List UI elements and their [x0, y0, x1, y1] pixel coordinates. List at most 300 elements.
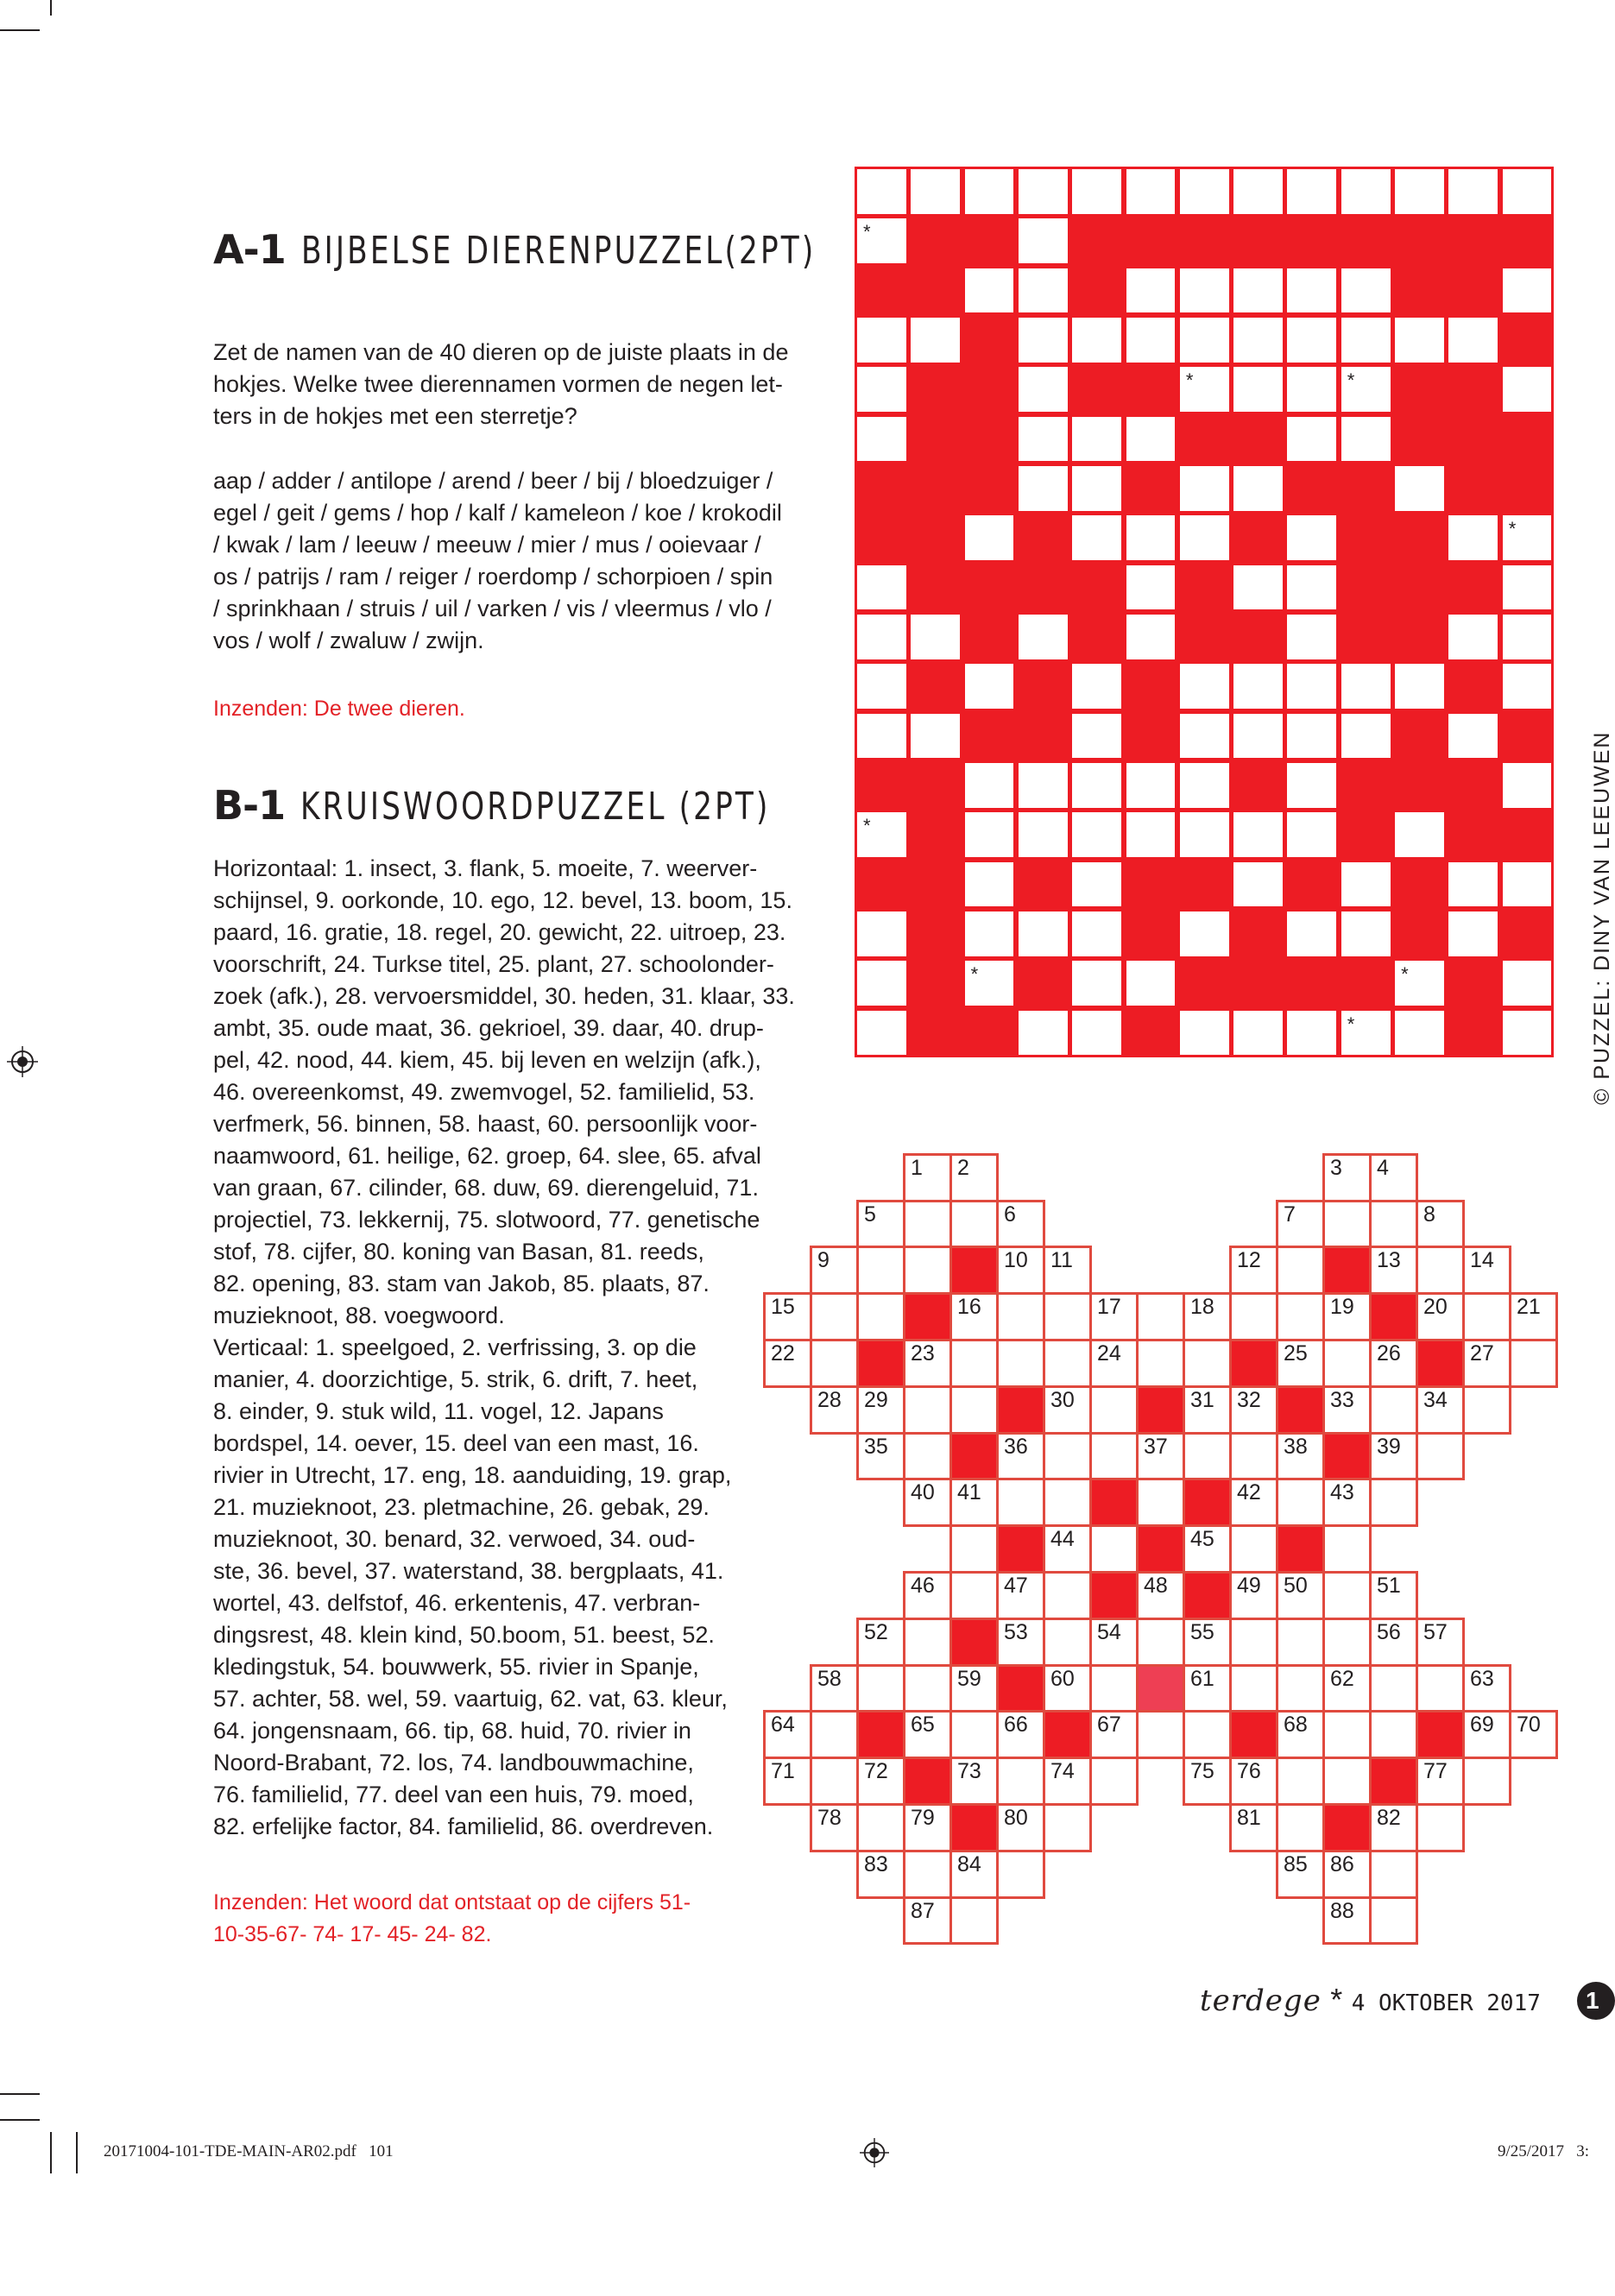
grid-cell[interactable]	[1136, 1478, 1185, 1527]
grid-cell[interactable]	[855, 1008, 909, 1058]
grid-cell[interactable]	[1276, 1571, 1325, 1620]
grid-cell[interactable]	[1462, 1710, 1511, 1759]
grid-cell[interactable]	[962, 266, 1017, 316]
grid-cell[interactable]	[1416, 1246, 1465, 1295]
grid-cell[interactable]	[1284, 167, 1339, 217]
grid-cell[interactable]	[949, 1710, 999, 1759]
grid-cell[interactable]	[1231, 661, 1285, 711]
grid-cell[interactable]	[1322, 1664, 1372, 1713]
grid-cell[interactable]	[903, 1664, 952, 1713]
grid-cell[interactable]	[1124, 315, 1178, 365]
grid-cell[interactable]	[1183, 1524, 1232, 1574]
grid-cell[interactable]	[962, 661, 1017, 711]
grid-cell[interactable]	[855, 909, 909, 959]
grid-cell[interactable]	[1339, 1008, 1393, 1058]
grid-cell[interactable]	[810, 1664, 859, 1713]
grid-cell[interactable]	[996, 1710, 1045, 1759]
grid-cell[interactable]	[1136, 1339, 1185, 1388]
grid-cell[interactable]	[1369, 1339, 1418, 1388]
grid-cell[interactable]	[1069, 810, 1124, 860]
grid-cell[interactable]	[1276, 1664, 1325, 1713]
grid-cell[interactable]	[1462, 1385, 1511, 1435]
grid-cell[interactable]	[1136, 1571, 1185, 1620]
grid-cell[interactable]	[1284, 315, 1339, 365]
grid-cell[interactable]	[1392, 464, 1447, 514]
grid-cell[interactable]	[810, 1803, 859, 1852]
grid-cell[interactable]	[996, 1339, 1045, 1388]
grid-cell[interactable]	[1177, 266, 1232, 316]
grid-cell[interactable]	[1016, 216, 1070, 266]
grid-cell[interactable]	[1016, 1008, 1070, 1058]
grid-cell[interactable]	[1500, 661, 1555, 711]
grid-cell[interactable]	[1462, 1292, 1511, 1341]
grid-cell[interactable]	[1284, 760, 1339, 811]
grid-cell[interactable]	[1069, 661, 1124, 711]
grid-cell[interactable]	[1339, 711, 1393, 761]
grid-cell[interactable]	[1416, 1618, 1465, 1667]
grid-cell[interactable]	[903, 1803, 952, 1852]
grid-cell[interactable]	[855, 612, 909, 662]
grid-cell[interactable]	[1229, 1385, 1278, 1435]
grid-cell[interactable]	[1416, 1432, 1465, 1481]
grid-cell[interactable]	[1446, 909, 1500, 959]
grid-cell[interactable]	[1089, 1757, 1139, 1806]
grid-cell[interactable]	[1339, 909, 1393, 959]
grid-cell[interactable]	[1339, 414, 1393, 464]
grid-cell[interactable]	[1231, 364, 1285, 414]
grid-cell[interactable]	[996, 1478, 1045, 1527]
grid-cell[interactable]	[1124, 760, 1178, 811]
grid-cell[interactable]	[903, 1385, 952, 1435]
grid-cell[interactable]	[949, 1664, 999, 1713]
grid-cell[interactable]	[1339, 364, 1393, 414]
grid-cell[interactable]	[856, 1803, 905, 1852]
grid-cell[interactable]	[996, 1432, 1045, 1481]
grid-cell[interactable]	[1229, 1478, 1278, 1527]
grid-cell[interactable]	[1284, 612, 1339, 662]
grid-cell[interactable]	[1276, 1850, 1325, 1899]
grid-cell[interactable]	[1369, 1664, 1418, 1713]
grid-cell[interactable]	[1089, 1524, 1139, 1574]
grid-cell[interactable]	[1124, 513, 1178, 563]
grid-cell[interactable]	[1069, 860, 1124, 910]
grid-cell[interactable]	[1229, 1664, 1278, 1713]
grid-cell[interactable]	[1322, 1618, 1372, 1667]
grid-cell[interactable]	[1500, 513, 1555, 563]
grid-cell[interactable]	[1276, 1478, 1325, 1527]
grid-cell[interactable]	[1322, 1710, 1372, 1759]
grid-cell[interactable]	[1284, 563, 1339, 613]
grid-cell[interactable]	[1392, 661, 1447, 711]
grid-cell[interactable]	[903, 1153, 952, 1202]
grid-cell[interactable]	[1500, 1008, 1555, 1058]
grid-cell[interactable]	[1276, 1339, 1325, 1388]
grid-cell[interactable]	[810, 1757, 859, 1806]
grid-cell[interactable]	[1284, 909, 1339, 959]
grid-cell[interactable]	[1069, 958, 1124, 1008]
grid-cell[interactable]	[1229, 1292, 1278, 1341]
grid-cell[interactable]	[1369, 1896, 1418, 1946]
grid-cell[interactable]	[1177, 364, 1232, 414]
grid-cell[interactable]	[1322, 1385, 1372, 1435]
grid-cell[interactable]	[1069, 315, 1124, 365]
grid-cell[interactable]	[949, 1292, 999, 1341]
grid-cell[interactable]	[1089, 1432, 1139, 1481]
grid-cell[interactable]	[1183, 1710, 1232, 1759]
grid-cell[interactable]	[1069, 167, 1124, 217]
grid-cell[interactable]	[1284, 1008, 1339, 1058]
grid-cell[interactable]	[763, 1339, 812, 1388]
grid-cell[interactable]	[1392, 1008, 1447, 1058]
grid-cell[interactable]	[996, 1757, 1045, 1806]
grid-cell[interactable]	[949, 1478, 999, 1527]
grid-cell[interactable]	[1322, 1896, 1372, 1946]
grid-highlight-cell[interactable]	[1136, 1664, 1185, 1713]
grid-cell[interactable]	[1043, 1246, 1092, 1295]
grid-cell[interactable]	[1177, 760, 1232, 811]
grid-cell[interactable]	[1069, 513, 1124, 563]
grid-cell[interactable]	[1231, 1008, 1285, 1058]
grid-cell[interactable]	[903, 1618, 952, 1667]
grid-cell[interactable]	[1016, 909, 1070, 959]
grid-cell[interactable]	[1231, 810, 1285, 860]
grid-cell[interactable]	[1446, 711, 1500, 761]
grid-cell[interactable]	[1229, 1432, 1278, 1481]
grid-cell[interactable]	[1509, 1339, 1558, 1388]
grid-cell[interactable]	[1446, 167, 1500, 217]
grid-cell[interactable]	[1016, 760, 1070, 811]
grid-cell[interactable]	[1124, 563, 1178, 613]
grid-cell[interactable]	[903, 1896, 952, 1946]
grid-cell[interactable]	[1016, 414, 1070, 464]
grid-cell[interactable]	[908, 612, 962, 662]
grid-cell[interactable]	[1369, 1153, 1418, 1202]
grid-cell[interactable]	[962, 167, 1017, 217]
grid-cell[interactable]	[1183, 1664, 1232, 1713]
grid-cell[interactable]	[856, 1850, 905, 1899]
grid-cell[interactable]	[1089, 1292, 1139, 1341]
grid-cell[interactable]	[1339, 266, 1393, 316]
grid-cell[interactable]	[810, 1385, 859, 1435]
grid-cell[interactable]	[996, 1246, 1045, 1295]
grid-cell[interactable]	[1231, 167, 1285, 217]
grid-cell[interactable]	[1416, 1385, 1465, 1435]
grid-cell[interactable]	[1416, 1664, 1465, 1713]
grid-cell[interactable]	[1500, 958, 1555, 1008]
grid-cell[interactable]	[1339, 167, 1393, 217]
grid-cell[interactable]	[1276, 1246, 1325, 1295]
grid-cell[interactable]	[1500, 364, 1555, 414]
grid-cell[interactable]	[1284, 810, 1339, 860]
grid-cell[interactable]	[1016, 612, 1070, 662]
grid-cell[interactable]	[1284, 513, 1339, 563]
grid-cell[interactable]	[949, 1571, 999, 1620]
grid-cell[interactable]	[1284, 266, 1339, 316]
grid-cell[interactable]	[1369, 1246, 1418, 1295]
grid-cell[interactable]	[1462, 1339, 1511, 1388]
grid-cell[interactable]	[1392, 810, 1447, 860]
grid-cell[interactable]	[996, 1292, 1045, 1341]
grid-cell[interactable]	[1043, 1524, 1092, 1574]
grid-cell[interactable]	[1136, 1432, 1185, 1481]
grid-cell[interactable]	[1016, 266, 1070, 316]
grid-cell[interactable]	[1177, 909, 1232, 959]
grid-cell[interactable]	[949, 1524, 999, 1574]
grid-cell[interactable]	[1369, 1850, 1418, 1899]
grid-cell[interactable]	[1124, 167, 1178, 217]
grid-cell[interactable]	[1089, 1710, 1139, 1759]
grid-cell[interactable]	[1231, 711, 1285, 761]
grid-cell[interactable]	[1369, 1710, 1418, 1759]
grid-cell[interactable]	[856, 1664, 905, 1713]
grid-cell[interactable]	[810, 1710, 859, 1759]
grid-cell[interactable]	[1183, 1757, 1232, 1806]
grid-cell[interactable]	[949, 1385, 999, 1435]
grid-cell[interactable]	[903, 1478, 952, 1527]
grid-cell[interactable]	[1369, 1618, 1418, 1667]
grid-cell[interactable]	[1446, 612, 1500, 662]
grid-cell[interactable]	[1500, 563, 1555, 613]
grid-cell[interactable]	[903, 1246, 952, 1295]
grid-cell[interactable]	[1183, 1618, 1232, 1667]
grid-cell[interactable]	[962, 810, 1017, 860]
grid-cell[interactable]	[1043, 1664, 1092, 1713]
grid-cell[interactable]	[1416, 1757, 1465, 1806]
grid-cell[interactable]	[855, 958, 909, 1008]
grid-cell[interactable]	[962, 909, 1017, 959]
grid-cell[interactable]	[962, 513, 1017, 563]
grid-cell[interactable]	[1043, 1292, 1092, 1341]
grid-cell[interactable]	[1043, 1757, 1092, 1806]
grid-cell[interactable]	[1043, 1571, 1092, 1620]
grid-cell[interactable]	[763, 1292, 812, 1341]
grid-cell[interactable]	[1069, 414, 1124, 464]
grid-cell[interactable]	[855, 167, 909, 217]
grid-cell[interactable]	[1416, 1803, 1465, 1852]
grid-cell[interactable]	[1069, 1008, 1124, 1058]
grid-cell[interactable]	[1322, 1200, 1372, 1249]
grid-cell[interactable]	[1446, 315, 1500, 365]
grid-cell[interactable]	[1043, 1339, 1092, 1388]
grid-cell[interactable]	[1136, 1710, 1185, 1759]
grid-cell[interactable]	[855, 661, 909, 711]
grid-cell[interactable]	[855, 414, 909, 464]
grid-cell[interactable]	[856, 1292, 905, 1341]
grid-cell[interactable]	[903, 1710, 952, 1759]
grid-cell[interactable]	[1089, 1618, 1139, 1667]
grid-cell[interactable]	[996, 1618, 1045, 1667]
grid-cell[interactable]	[949, 1896, 999, 1946]
grid-cell[interactable]	[1231, 266, 1285, 316]
grid-cell[interactable]	[1284, 711, 1339, 761]
grid-cell[interactable]	[1124, 958, 1178, 1008]
grid-cell[interactable]	[1500, 266, 1555, 316]
grid-cell[interactable]	[855, 810, 909, 860]
grid-cell[interactable]	[855, 216, 909, 266]
grid-cell[interactable]	[1322, 1292, 1372, 1341]
grid-cell[interactable]	[1124, 266, 1178, 316]
grid-cell[interactable]	[1322, 1757, 1372, 1806]
grid-cell[interactable]	[1231, 860, 1285, 910]
grid-cell[interactable]	[962, 958, 1017, 1008]
grid-cell[interactable]	[1369, 1432, 1418, 1481]
grid-cell[interactable]	[855, 315, 909, 365]
grid-cell[interactable]	[1339, 860, 1393, 910]
grid-cell[interactable]	[903, 1571, 952, 1620]
grid-cell[interactable]	[1500, 860, 1555, 910]
grid-cell[interactable]	[1124, 414, 1178, 464]
grid-cell[interactable]	[1069, 760, 1124, 811]
grid-cell[interactable]	[996, 1803, 1045, 1852]
grid-cell[interactable]	[810, 1339, 859, 1388]
grid-cell[interactable]	[1183, 1339, 1232, 1388]
grid-cell[interactable]	[1183, 1432, 1232, 1481]
grid-cell[interactable]	[1322, 1478, 1372, 1527]
grid-cell[interactable]	[1089, 1664, 1139, 1713]
grid-cell[interactable]	[1276, 1710, 1325, 1759]
grid-cell[interactable]	[949, 1850, 999, 1899]
grid-cell[interactable]	[1231, 464, 1285, 514]
grid-cell[interactable]	[1229, 1571, 1278, 1620]
grid-cell[interactable]	[810, 1292, 859, 1341]
grid-cell[interactable]	[1183, 1385, 1232, 1435]
grid-cell[interactable]	[908, 167, 962, 217]
grid-cell[interactable]	[1229, 1246, 1278, 1295]
grid-cell[interactable]	[1229, 1757, 1278, 1806]
grid-cell[interactable]	[1177, 661, 1232, 711]
grid-cell[interactable]	[1446, 513, 1500, 563]
grid-cell[interactable]	[856, 1618, 905, 1667]
grid-cell[interactable]	[1177, 711, 1232, 761]
grid-cell[interactable]	[1016, 810, 1070, 860]
grid-cell[interactable]	[1276, 1803, 1325, 1852]
grid-cell[interactable]	[1124, 612, 1178, 662]
grid-cell[interactable]	[1416, 1200, 1465, 1249]
grid-cell[interactable]	[1069, 711, 1124, 761]
grid-cell[interactable]	[949, 1757, 999, 1806]
grid-cell[interactable]	[1043, 1618, 1092, 1667]
grid-cell[interactable]	[903, 1432, 952, 1481]
grid-cell[interactable]	[903, 1339, 952, 1388]
grid-cell[interactable]	[1231, 563, 1285, 613]
grid-cell[interactable]	[1136, 1618, 1185, 1667]
grid-cell[interactable]	[855, 711, 909, 761]
grid-cell[interactable]	[1322, 1850, 1372, 1899]
grid-cell[interactable]	[962, 760, 1017, 811]
grid-cell[interactable]	[856, 1757, 905, 1806]
grid-cell[interactable]	[1509, 1710, 1558, 1759]
grid-cell[interactable]	[949, 1200, 999, 1249]
grid-cell[interactable]	[1016, 364, 1070, 414]
grid-cell[interactable]	[1392, 958, 1447, 1008]
grid-cell[interactable]	[1089, 1339, 1139, 1388]
grid-cell[interactable]	[1322, 1524, 1372, 1574]
grid-cell[interactable]	[1322, 1339, 1372, 1388]
grid-cell[interactable]	[962, 860, 1017, 910]
grid-cell[interactable]	[1229, 1524, 1278, 1574]
grid-cell[interactable]	[1177, 315, 1232, 365]
grid-cell[interactable]	[1276, 1432, 1325, 1481]
grid-cell[interactable]	[1369, 1385, 1418, 1435]
grid-cell[interactable]	[1177, 167, 1232, 217]
grid-cell[interactable]	[1229, 1618, 1278, 1667]
grid-cell[interactable]	[1276, 1757, 1325, 1806]
grid-cell[interactable]	[908, 315, 962, 365]
grid-cell[interactable]	[1416, 1292, 1465, 1341]
grid-cell[interactable]	[1124, 810, 1178, 860]
grid-cell[interactable]	[855, 364, 909, 414]
grid-cell[interactable]	[1069, 464, 1124, 514]
grid-cell[interactable]	[856, 1385, 905, 1435]
grid-cell[interactable]	[1229, 1803, 1278, 1852]
grid-cell[interactable]	[1043, 1432, 1092, 1481]
grid-cell[interactable]	[856, 1246, 905, 1295]
grid-cell[interactable]	[1136, 1292, 1185, 1341]
grid-cell[interactable]	[1284, 414, 1339, 464]
grid-cell[interactable]	[1231, 315, 1285, 365]
grid-cell[interactable]	[1043, 1385, 1092, 1435]
grid-cell[interactable]	[1177, 810, 1232, 860]
grid-cell[interactable]	[1392, 167, 1447, 217]
grid-cell[interactable]	[903, 1850, 952, 1899]
grid-cell[interactable]	[1016, 167, 1070, 217]
grid-cell[interactable]	[1069, 909, 1124, 959]
grid-cell[interactable]	[763, 1710, 812, 1759]
grid-cell[interactable]	[1089, 1385, 1139, 1435]
grid-cell[interactable]	[1322, 1153, 1372, 1202]
grid-cell[interactable]	[1284, 364, 1339, 414]
grid-cell[interactable]	[763, 1757, 812, 1806]
grid-cell[interactable]	[949, 1339, 999, 1388]
grid-cell[interactable]	[1462, 1757, 1511, 1806]
grid-cell[interactable]	[1339, 315, 1393, 365]
grid-cell[interactable]	[996, 1571, 1045, 1620]
grid-cell[interactable]	[1016, 315, 1070, 365]
grid-cell[interactable]	[1509, 1292, 1558, 1341]
grid-cell[interactable]	[949, 1153, 999, 1202]
grid-cell[interactable]	[1043, 1478, 1092, 1527]
grid-cell[interactable]	[1322, 1571, 1372, 1620]
grid-cell[interactable]	[1177, 1008, 1232, 1058]
grid-cell[interactable]	[1369, 1571, 1418, 1620]
grid-cell[interactable]	[908, 711, 962, 761]
grid-cell[interactable]	[1369, 1200, 1418, 1249]
grid-cell[interactable]	[1276, 1200, 1325, 1249]
grid-cell[interactable]	[1462, 1664, 1511, 1713]
grid-cell[interactable]	[1369, 1478, 1418, 1527]
grid-cell[interactable]	[856, 1200, 905, 1249]
grid-cell[interactable]	[855, 563, 909, 613]
grid-cell[interactable]	[1183, 1292, 1232, 1341]
grid-cell[interactable]	[1500, 760, 1555, 811]
grid-cell[interactable]	[1392, 315, 1447, 365]
grid-cell[interactable]	[1500, 167, 1555, 217]
grid-cell[interactable]	[996, 1850, 1045, 1899]
grid-cell[interactable]	[856, 1432, 905, 1481]
grid-cell[interactable]	[903, 1200, 952, 1249]
grid-cell[interactable]	[1016, 464, 1070, 514]
grid-cell[interactable]	[1177, 464, 1232, 514]
grid-cell[interactable]	[1276, 1292, 1325, 1341]
grid-cell[interactable]	[1500, 612, 1555, 662]
grid-cell[interactable]	[1276, 1618, 1325, 1667]
grid-cell[interactable]	[810, 1246, 859, 1295]
grid-cell[interactable]	[1446, 860, 1500, 910]
grid-cell[interactable]	[1462, 1246, 1511, 1295]
grid-cell[interactable]	[996, 1200, 1045, 1249]
grid-cell[interactable]	[1369, 1803, 1418, 1852]
grid-cell[interactable]	[1284, 661, 1339, 711]
